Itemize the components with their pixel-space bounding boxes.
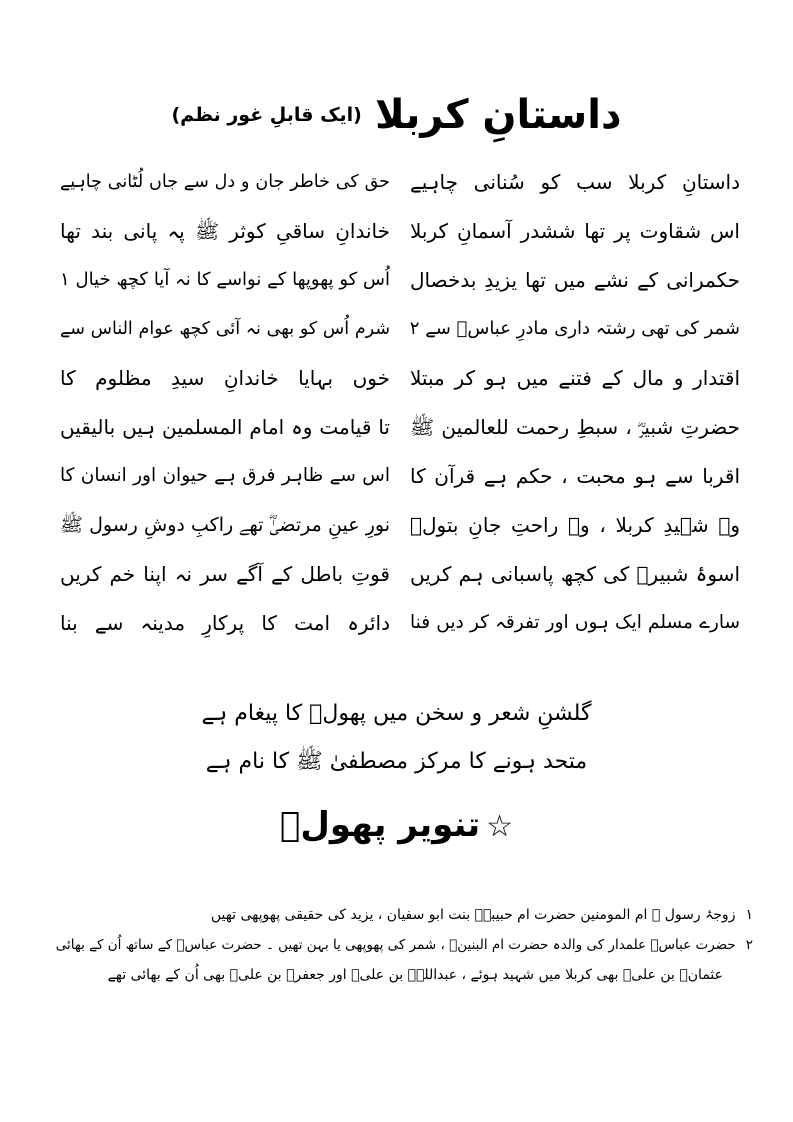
verse-second-line: تا قیامت وہ امام المسلمین ہیں بالیقیں: [60, 415, 390, 439]
footnote: [48, 930, 753, 960]
verse-first-line: اسوۂ شبیرؓ کی کچھ پاسبانی ہم کریں: [410, 562, 740, 586]
couplet: [60, 456, 740, 505]
footnote-number: ۱: [745, 907, 753, 923]
verse-second-line: قوتِ باطل کے آگے سر نہ اپنا خم کریں: [60, 562, 390, 586]
verse-second-line: اُس کو پھوپھا کے نواسے کا نہ آیا کچھ خیال ۱: [60, 269, 390, 290]
verse-first-line: سارے مسلم ایک ہوں اور تفرقہ کر دیں فنا: [410, 612, 740, 633]
couplet: [60, 505, 740, 554]
closing-verse: [0, 690, 793, 786]
verse-second-line: خوں بہایا خاندانِ سیدِ مظلوم کا: [60, 366, 390, 390]
verse-first-line: اس شقاوت پر تھا ششدر آسمانِ کربلا: [410, 219, 740, 243]
verse-first-line: حضرتِ شبیرؓ ، سبطِ رحمت للعالمین ﷺ: [410, 415, 740, 439]
star-icon: ☆: [486, 809, 514, 844]
couplet: [60, 603, 740, 652]
couplet: [60, 162, 740, 211]
verses: [60, 162, 740, 652]
verse-first-line: شمر کی تھی رشتہ داری مادرِ عباسؓ سے ۲: [410, 318, 740, 339]
title-row: [0, 92, 793, 138]
couplet: [60, 554, 740, 603]
poem-title: داستانِ کربلا: [374, 92, 622, 138]
verse-second-line: دائرہ امت کا پرکارِ مدینہ سے بنا: [60, 611, 390, 635]
footnote-text: زوجۂ رسول ﷺ ام المومنین حضرت ام حبیبہؓ بنت ابو سفیان ، یزید کی حقیقی پھوپھی تھیں: [210, 907, 736, 923]
closing-line: متحد ہونے کا مرکز مصطفیٰ ﷺ کا نام ہے: [205, 749, 588, 774]
verse-first-line: حکمرانی کے نشے میں تھا یزیدِ بدخصال: [410, 268, 740, 292]
verse-second-line: نورِ عینِ مرتضیٰؓ تھے راکبِ دوشِ رسول ﷺ: [60, 514, 390, 536]
footnote: [48, 900, 753, 930]
verse-second-line: اس سے ظاہر فرق ہے حیوان اور انسان کا: [60, 465, 390, 486]
footnote-text: عثمانؓ بن علیؓ بھی کربلا میں شہید ہوئے ، عبداللہؓ بن علیؓ اور جعفرؓ بن علیؓ بھی اُن کے بھائی تھے: [107, 967, 723, 983]
couplet: [60, 309, 740, 358]
footnote-number: ۲: [745, 937, 753, 953]
couplet: [60, 260, 740, 309]
couplet: [60, 211, 740, 260]
verse-first-line: داستانِ کربلا سب کو سُنانی چاہیے: [410, 170, 740, 194]
verse-second-line: خاندانِ ساقیِ کوثر ﷺ پہ پانی بند تھا: [60, 219, 390, 243]
poem-subtitle: (ایک قابلِ غور نظم): [171, 104, 362, 126]
footnote-text: حضرت عباسؓ علمدار کی والدہ حضرت ام البنینؓ ، شمر کی پھوپھی یا بہن تھیں ۔ حضرت عباسؓ کے ساتھ اُن کے بھائی: [55, 937, 736, 953]
couplet: [60, 358, 740, 407]
footnotes: [48, 900, 753, 990]
verse-second-line: حق کی خاطر جان و دل سے جاں لُٹانی چاہیے: [60, 172, 390, 192]
poet-signature: [0, 805, 793, 845]
closing-line: گلشنِ شعر و سخن میں پھولؔ کا پیغام ہے: [201, 701, 592, 726]
verse-second-line: شرم اُس کو بھی نہ آئی کچھ عوام الناس سے: [60, 319, 390, 339]
verse-first-line: وہ شہیدِ کربلا ، وہ راحتِ جانِ بتولؓ: [410, 513, 740, 537]
footnote-continuation: [48, 960, 753, 990]
verse-first-line: اقتدار و مال کے فتنے میں ہو کر مبتلا: [410, 366, 740, 390]
couplet: [60, 407, 740, 456]
poet-name: تنویر پھولؔ: [279, 805, 481, 845]
verse-first-line: اقربا سے ہو محبت ، حکم ہے قرآن کا: [410, 464, 740, 488]
